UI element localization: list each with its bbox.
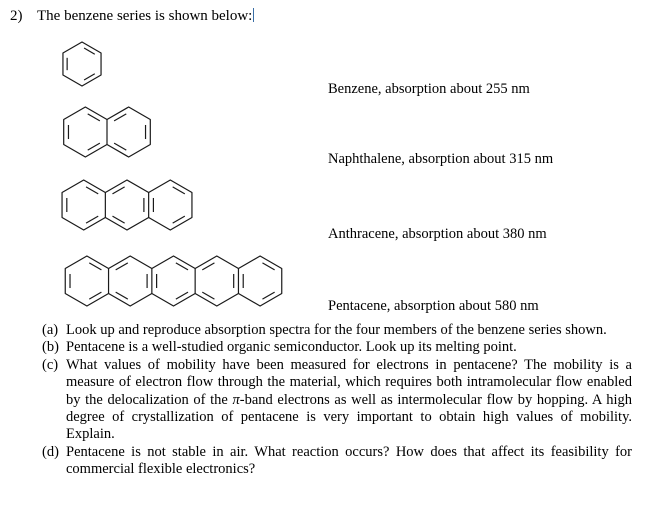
part-c-letter: (c) <box>42 356 59 373</box>
part-d-text: Pentacene is not stable in air. What reaction occurs? How does that affect its feasibility for commercial flexible electronics? <box>66 443 632 478</box>
part-c-text-before: What values of mobility have been measured for electrons in pentacene? The mobility is a measure of electron flow through the material, which requires both intramolecular flow enabled by the delocalization of the <box>66 356 632 408</box>
pentacene-svg <box>51 254 296 308</box>
part-d-letter: (d) <box>42 443 59 460</box>
ring-outline <box>62 180 192 230</box>
benzene-svg <box>57 40 107 88</box>
anthracene-svg <box>52 178 202 232</box>
part-b-letter: (b) <box>42 339 59 356</box>
naphthalene-structure <box>57 105 157 159</box>
anthracene-structure <box>52 178 202 232</box>
part-c-text-after: -band electrons as well as intermolecular flow by hopping. A high degree of crystallization of pentacene is very important to obtain high values of mobility. Explain. <box>66 391 632 443</box>
part-a-text: Look up and reproduce absorption spectra for the four members of the benzene series shown. <box>66 322 607 338</box>
pi-symbol: π <box>232 391 240 408</box>
naphthalene-svg <box>57 105 157 159</box>
pentacene-structure <box>51 254 296 308</box>
part-a-letter: (a) <box>42 322 59 338</box>
question-number: 2) <box>10 8 23 24</box>
benzene-caption: Benzene, absorption about 255 nm <box>328 81 530 97</box>
part-c <box>42 357 632 444</box>
ring-outline <box>63 42 101 86</box>
naphthalene-caption: Naphthalene, absorption about 315 nm <box>328 151 554 167</box>
question-text: The benzene series is shown below: <box>37 8 253 24</box>
question-parts <box>42 322 632 479</box>
anthracene-caption: Anthracene, absorption about 380 nm <box>328 226 547 242</box>
benzene-structure <box>57 40 107 88</box>
part-b-text: Pentacene is a well-studied organic semiconductor. Look up its melting point. <box>66 339 517 356</box>
pentacene-caption: Pentacene, absorption about 580 nm <box>328 298 539 314</box>
part-a <box>42 322 632 339</box>
part-b <box>42 339 632 356</box>
question-heading <box>10 8 254 25</box>
text-cursor <box>253 8 254 22</box>
part-d <box>42 444 632 479</box>
ring-outline <box>65 256 282 306</box>
